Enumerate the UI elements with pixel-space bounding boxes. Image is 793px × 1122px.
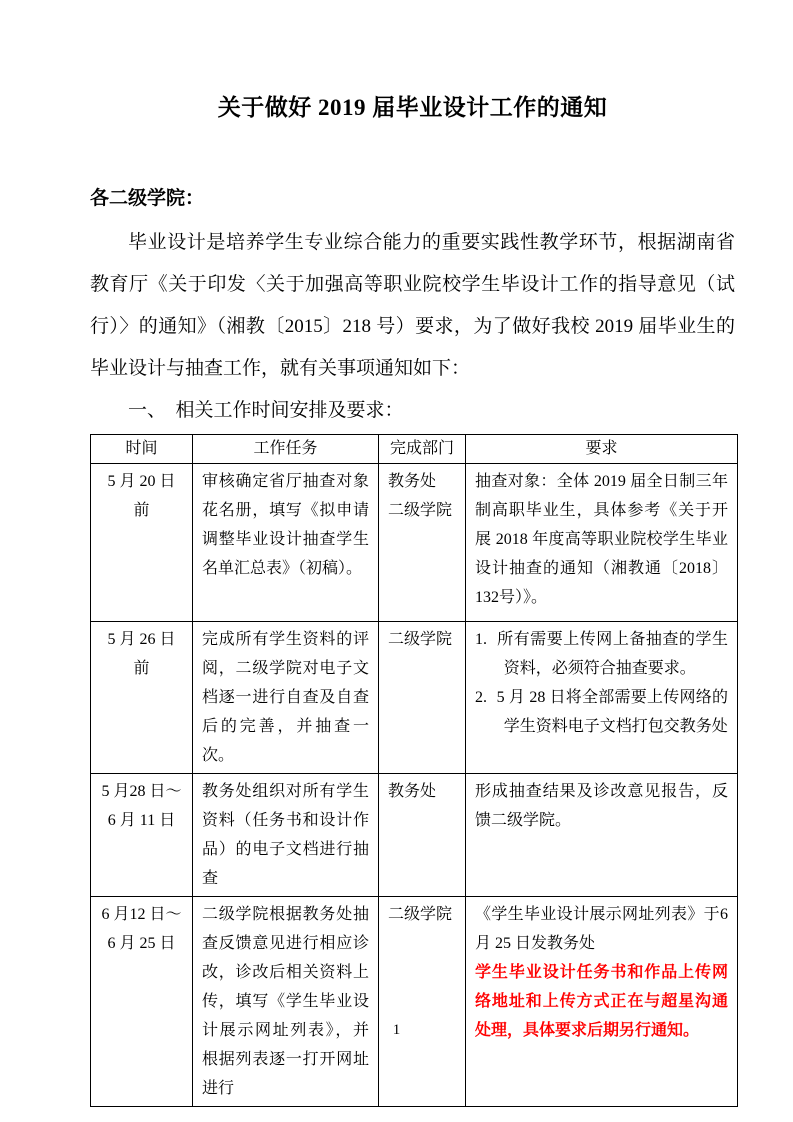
req-text: 《学生毕业设计展示网址列表》于6 月 25 日发教务处 [475, 906, 728, 952]
dept-line: 二级学院 [388, 502, 453, 519]
schedule-table [90, 434, 738, 1107]
table-row [91, 464, 738, 622]
table-header-row [91, 435, 738, 464]
col-header-task: 工作任务 [193, 435, 379, 464]
req-cell [466, 622, 738, 774]
dept-cell [379, 897, 466, 1107]
time-cell: 5 月 20 日前 [91, 464, 193, 622]
col-header-dept: 完成部门 [379, 435, 466, 464]
req-cell: 抽查对象：全体 2019 届全日制三年制高职毕业生，具体参考《关于开展 2018 年度高等职业院校学生毕业设计抽查的通知（湘教通〔2018〕132号）》。 [466, 464, 738, 622]
salutation: 各二级学院： [90, 188, 205, 209]
task-cell: 教务处组织对所有学生资料（任务书和设计作品）的电子文档进行抽查 [193, 774, 379, 897]
dept-line: 教务处 [388, 783, 437, 800]
intro-paragraph: 毕业设计是培养学生专业综合能力的重要实践性教学环节，根据湖南省教育厅《关于印发〈关于加强高等职业院校学生毕设计工作的指导意见（试行）〉的通知》（湘教〔2015〕218 号）要求，为了做好我校 2019 届毕业生的毕业设计与抽查工作，就有关事项通知如下： [90, 232, 735, 379]
table-row [91, 897, 738, 1107]
req-item-number: 2. [475, 689, 487, 706]
req-item-text: 5 月 28 日将全部需要上传网络的学生资料电子文档打包交教务处 [496, 689, 728, 735]
table-row [91, 622, 738, 774]
req-cell: 形成抽查结果及诊改意见报告，反馈二级学院。 [466, 774, 738, 897]
page-number: 1 [392, 1022, 401, 1038]
table-row [91, 774, 738, 897]
col-header-req: 要求 [466, 435, 738, 464]
dept-line: 二级学院 [388, 906, 453, 923]
req-cell [466, 897, 738, 1107]
task-cell: 二级学院根据教务处抽查反馈意见进行相应诊改，诊改后相关资料上传，填写《学生毕业设计展示网址列表》，并根据列表逐一打开网址进行 [193, 897, 379, 1107]
red-notice-text: 学生毕业设计任务书和作品上传网络地址和上传方式正在与超星沟通处理，具体要求后期另行通知。 [475, 964, 728, 1039]
time-cell: 5 月 26 日前 [91, 622, 193, 774]
dept-cell [379, 774, 466, 897]
task-cell: 完成所有学生资料的评阅，二级学院对电子文档逐一进行自查及自查后的完善，并抽查一次。 [193, 622, 379, 774]
task-cell: 审核确定省厅抽查对象花名册，填写《拟申请调整毕业设计抽查学生名单汇总表》（初稿）。 [193, 464, 379, 622]
dept-line: 二级学院 [388, 631, 453, 648]
document-title: 关于做好 2019 届毕业设计工作的通知 [217, 95, 608, 120]
req-item-number: 1. [475, 631, 487, 648]
req-item-text: 所有需要上传网上备抽查的学生资料，必须符合抽查要求。 [496, 631, 728, 677]
time-cell: 6 月12 日～6 月 25 日 [91, 897, 193, 1107]
time-cell: 5 月28 日～6 月 11 日 [91, 774, 193, 897]
dept-cell [379, 464, 466, 622]
req-item [475, 683, 728, 741]
section-heading: 一、 相关工作时间安排及要求： [128, 400, 404, 421]
col-header-time: 时间 [91, 435, 193, 464]
dept-line: 教务处 [388, 473, 437, 490]
req-item [475, 625, 728, 683]
dept-cell [379, 622, 466, 774]
